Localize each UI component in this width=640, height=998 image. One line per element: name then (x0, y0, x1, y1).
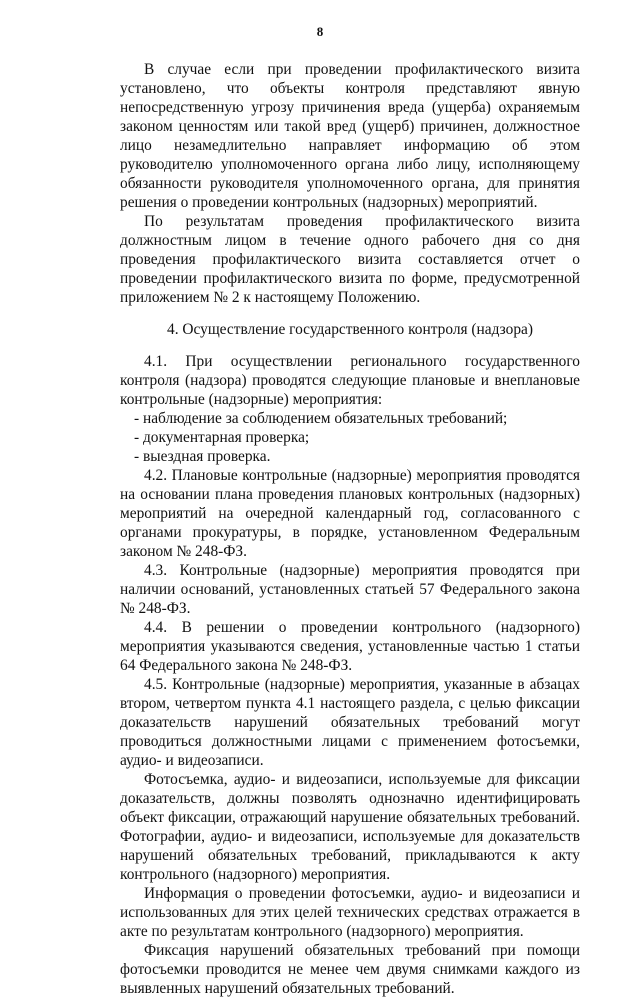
document-body (120, 60, 580, 998)
section-heading: 4. Осуществление государственного контроля (надзора) (167, 321, 533, 338)
list-item: - документарная проверка; (134, 429, 310, 446)
clause-4-1: 4.1. При осуществлении регионального государственного контроля (надзора) проводятся следующие плановые и внеплановые контрольные (надзорные) мероприятия: (120, 353, 580, 408)
clause-4-4: 4.4. В решении о проведении контрольного (надзорного) мероприятия указываются сведения, установленные частью 1 статьи 64 Федерального закона № 248-ФЗ. (120, 619, 580, 674)
paragraph-danger-notice: В случае если при проведении профилактического визита установлено, что объекты контроля представляют явную непосредственную угрозу причинения вреда (ущерба) охраняемым законом ценностям или такой вред (ущерб) причинен, должностное лицо незамедлительно направляет информацию об этом руководителю уполномоченного органа либо лицу, исполняющему обязанности руководителя уполномоченного органа, для принятия решения о проведении контрольных (надзорных) мероприятий. (120, 61, 580, 211)
page-number: 8 (316, 24, 324, 39)
paragraph-photo-evidence: Фотосъемка, аудио- и видеозаписи, используемые для фиксации доказательств, должны позволять однозначно идентифицировать объект фиксации, отражающий нарушение обязательных требований. Фотографии, аудио- и видеозаписи, используемые для доказательств нарушений обязательных требований, прикладываются к акту контрольного (надзорного) мероприятия. (120, 771, 580, 883)
clause-4-2: 4.2. Плановые контрольные (надзорные) мероприятия проводятся на основании плана проведения плановых контрольных (надзорных) мероприятий на очередной календарный год, согласованного с органами прокуратуры, в порядке, установленном Федеральным законом № 248-ФЗ. (120, 467, 580, 560)
clause-4-3: 4.3. Контрольные (надзорные) мероприятия проводятся при наличии оснований, установленных статьей 57 Федерального закона № 248-ФЗ. (120, 562, 580, 617)
paragraph-visit-report: По результатам проведения профилактического визита должностным лицом в течение одного рабочего дня со дня проведения профилактического визита составляется отчет о проведении профилактического визита по форме, предусмотренной приложением № 2 к настоящему Положению. (120, 213, 580, 306)
clause-4-5: 4.5. Контрольные (надзорные) мероприятия, указанные в абзацах втором, четвертом пункта 4.1 настоящего раздела, с целью фиксации доказательств нарушений обязательных требований могут проводиться должностными лицами с применением фотосъемки, аудио- и видеозаписи. (120, 676, 580, 769)
list-item: - выездная проверка. (134, 448, 271, 465)
list-item: - наблюдение за соблюдением обязательных требований; (134, 410, 508, 427)
paragraph-photo-info: Информация о проведении фотосъемки, аудио- и видеозаписи и использованных для этих целей технических средствах отражается в акте по результатам контрольного (надзорного) мероприятия. (120, 885, 580, 940)
paragraph-photo-fixation: Фиксация нарушений обязательных требований при помощи фотосъемки проводится не менее чем двумя снимками каждого из выявленных нарушений обязательных требований. (120, 942, 580, 997)
